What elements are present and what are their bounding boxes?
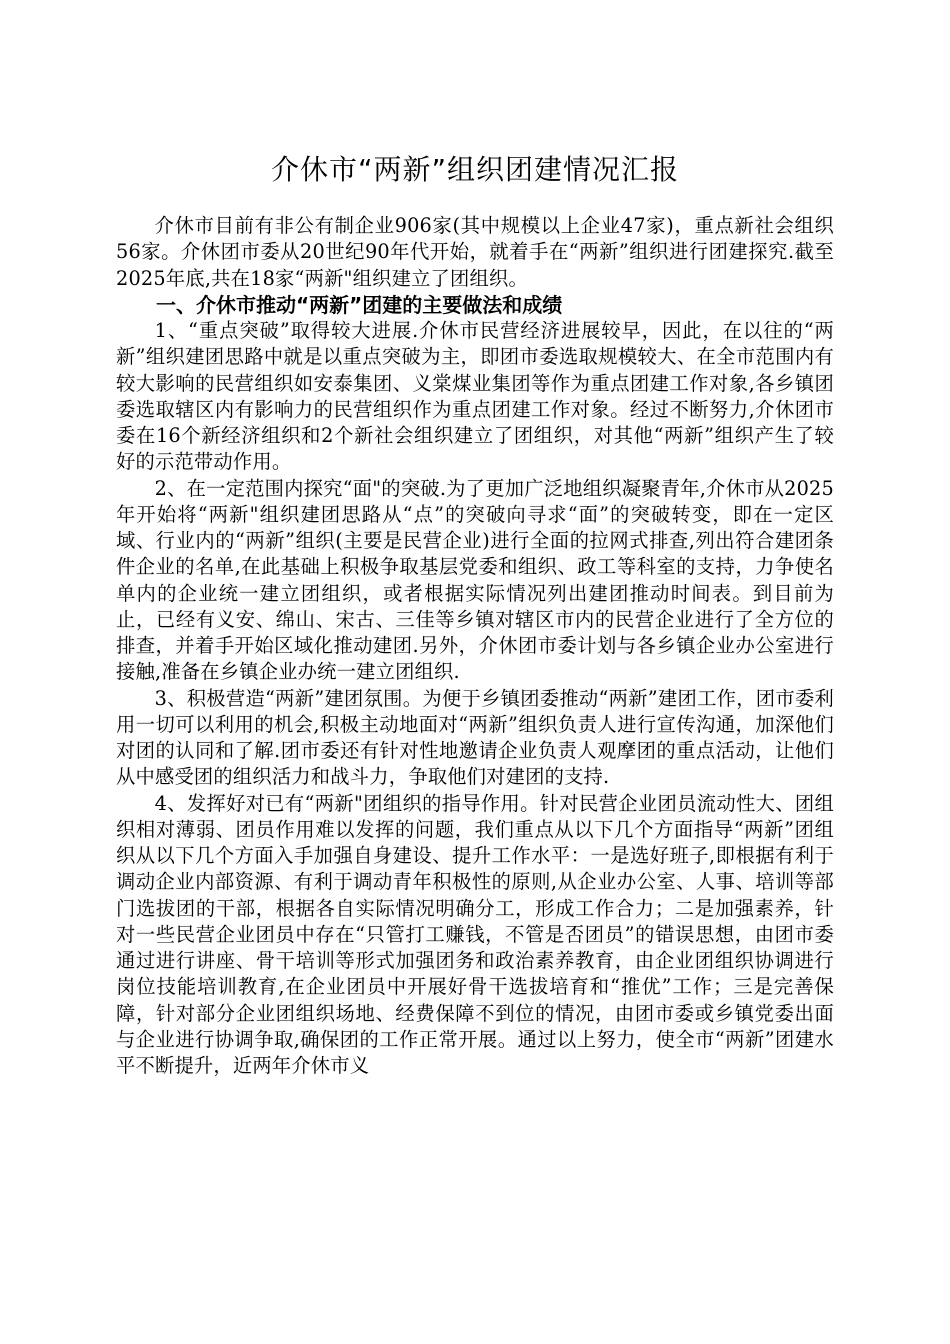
item-3-paragraph: 3、积极营造“两新”建团氛围。为便于乡镇团委推动“两新”建团工作，团市委利用一切可以利用的机会,积极主动地面对“两新”组织负责人进行宣传沟通，加深他们对团的认同和了解.团市委还有针对性地邀请企业负责人观摩团的重点活动，让他们从中感受团的组织活力和战斗力，争取他们对建团的支持. [116,686,834,789]
section-heading: 一、介休市推动“两新”团建的主要做法和成绩 [156,292,563,317]
item-2-paragraph: 2、在一定范围内探究“面"的突破.为了更加广泛地组织凝聚青年,介休市从2025年开始将“两新"组织建团思路从“点”的突破向寻求“面”的突破转变，即在一定区域、行业内的“两新”组织(主要是民营企业)进行全面的拉网式排查,列出符合建团条件企业的名单,在此基础上积极争取基层党委和组织、政工等科室的支持，力争使名单内的企业统一建立团组织，或者根据实际情况列出建团推动时间表。到目前为止，已经有义安、绵山、宋古、三佳等乡镇对辖区市内的民营企业进行了全方位的排查，并着手开始区域化推动建团.另外，介休团市委计划与各乡镇企业办公室进行接触,准备在乡镇企业办统一建立团组织. [116,476,834,684]
document-title: 介休市“两新”组织团建情况汇报 [270,153,679,186]
item-1-paragraph: 1、“重点突破”取得较大进展.介休市民营经济进展较早，因此，在以往的“两新”组织建团思路中就是以重点突破为主，即团市委选取规模较大、在全市范围内有较大影响的民营组织如安泰集团、义棠煤业集团等作为重点团建工作对象,各乡镇团委选取辖区内有影响力的民营组织作为重点团建工作对象。经过不断努力,介休团市委在16个新经济组织和2个新社会组织建立了团组织，对其他“两新”组织产生了较好的示范带动作用。 [116,319,834,474]
document-body [116,213,834,1079]
item-4-paragraph: 4、发挥好对已有“两新"团组织的指导作用。针对民营企业团员流动性大、团组织相对薄弱、团员作用难以发挥的问题，我们重点从以下几个方面指导“两新”团组织从以下几个方面入手加强自身建设、提升工作水平：一是选好班子,即根据有利于调动企业内部资源、有利于调动青年积极性的原则,从企业办公室、人事、培训等部门选拔团的干部，根据各自实际情况明确分工，形成工作合力；二是加强素养，针对一些民营企业团员中存在“只管打工赚钱，不管是否团员”的错误思想，由团市委通过进行讲座、骨干培训等形式加强团务和政治素养教育，由企业团组织协调进行岗位技能培训教育,在企业团员中开展好骨干选拔培育和“推优”工作；三是完善保障，针对部分企业团组织场地、经费保障不到位的情况，由团市委或乡镇党委出面与企业进行协调争取,确保团的工作正常开展。通过以上努力，使全市“两新”团建水平不断提升，近两年介休市义 [116,791,834,1077]
intro-paragraph: 介休市目前有非公有制企业906家(其中规模以上企业47家)，重点新社会组织56家。介休团市委从20世纪90年代开始，就着手在“两新”组织进行团建探究.截至2025年底,共在18家“两新"组织建立了团组织。 [116,214,834,290]
